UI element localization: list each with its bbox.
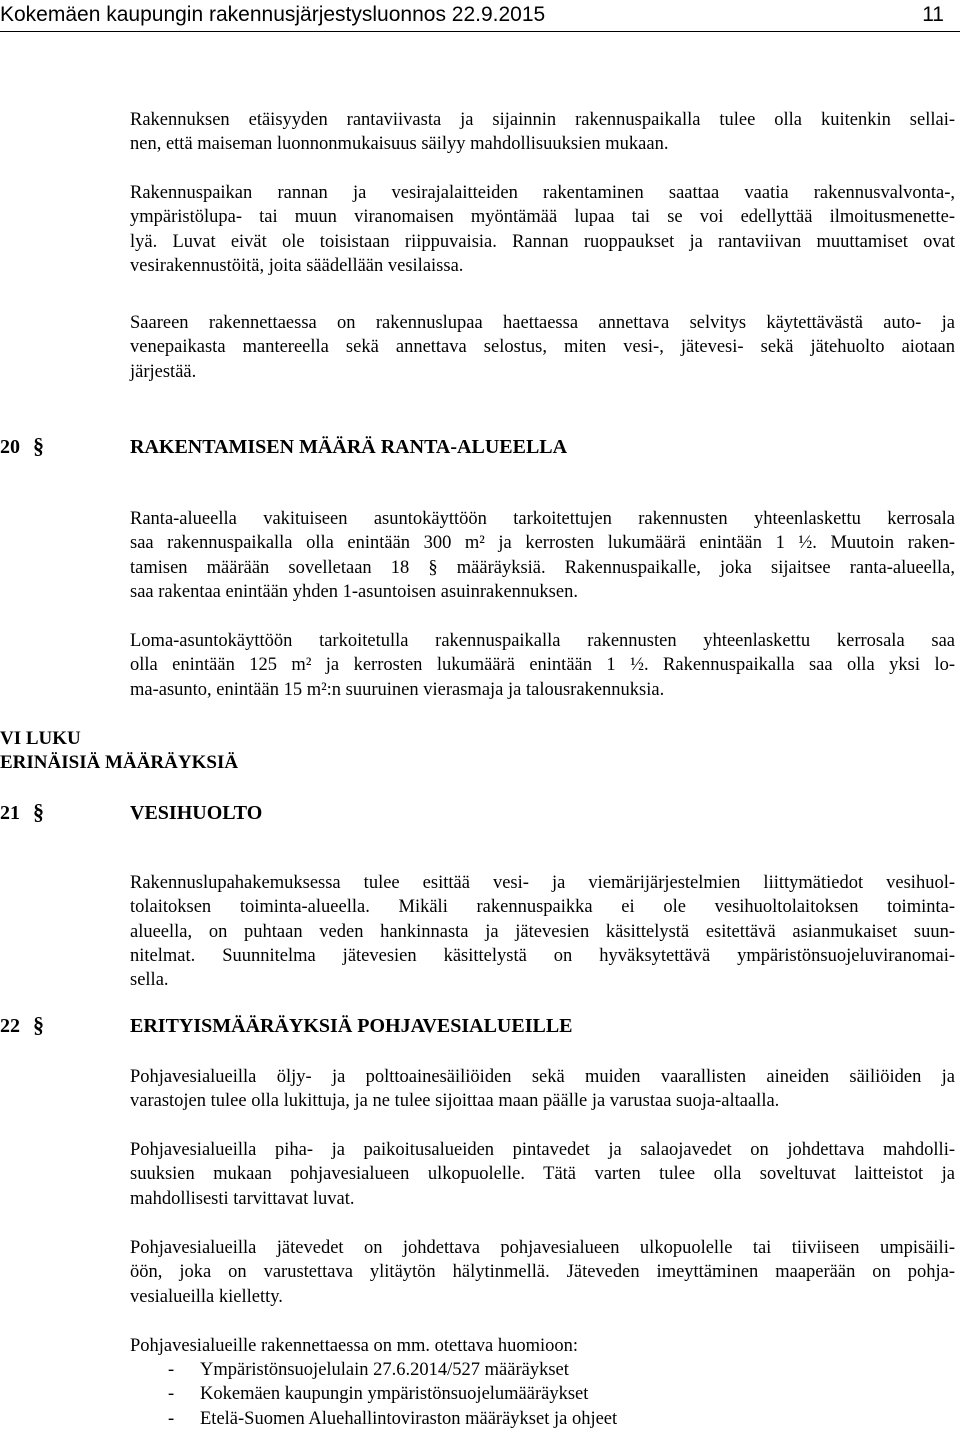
text-line: Pohjavesialueilla öljy- ja polttoainesäiliöiden sekä muiden vaarallisten aineiden säiliöiden ja <box>130 1067 955 1087</box>
list-dash: - <box>168 1360 175 1380</box>
paragraph-wastewater <box>130 1236 955 1309</box>
list-item-text: Kokemäen kaupungin ympäristönsuojelumääräykset <box>200 1384 589 1405</box>
text-line: nen, että maiseman luonnonmukaisuus säilyy mahdollisuuksien mukaan. <box>130 134 669 155</box>
text-line: Saareen rakennettaessa on rakennuslupaa haettaessa annettava selvitys käytettävästä auto- ja <box>130 313 955 333</box>
paragraph-shoreline-distance <box>130 108 955 157</box>
chapter-heading <box>0 727 238 775</box>
text-line: Pohjavesialueilla jätevedet on johdettava pohjavesialueen ulkopuolelle tai tiiviiseen umpisäili- <box>130 1238 955 1258</box>
section-sign: § <box>33 433 44 458</box>
text-line: lyä. Luvat eivät ole toisistaan riippuvaisia. Rannan ruoppaukset ja rantaviivan muuttamiset ovat <box>130 231 955 252</box>
list-item-text: Etelä-Suomen Aluehallintoviraston määräykset ja ohjeet <box>200 1408 618 1429</box>
paragraph-shore-building-volume <box>130 507 955 604</box>
text-line: varastojen tulee olla lukittuja, ja ne tulee sijoittaa maan päälle ja varustaa suoja-altaalla. <box>130 1091 780 1112</box>
regulations-list <box>130 1358 830 1431</box>
chapter-number: VI LUKU <box>0 728 81 749</box>
text-line: öön, joka on varustettava ylitäytön hälytinmellä. Jäteveden imeyttäminen maaperään on pohja- <box>130 1262 955 1283</box>
paragraph-tanks <box>130 1065 955 1114</box>
paragraph-shore-structures <box>130 181 955 278</box>
text-line: olla enintään 125 m² ja kerrosten lukumäärä enintään 1 ½. Rakennuspaikalla saa olla yksi lo- <box>130 655 955 676</box>
text-line: Loma-asuntokäyttöön tarkoitetulla rakennuspaikalla rakennusten yhteenlaskettu kerrosala saa <box>130 631 955 651</box>
section-sign: § <box>33 1012 44 1037</box>
text-line: sella. <box>130 970 169 991</box>
paragraph-surface-water <box>130 1138 955 1211</box>
text-line: tolaitoksen toiminta-alueella. Mikäli rakennuspaikka ei ole vesihuoltolaitoksen toiminta- <box>130 897 955 918</box>
text-line: ma-asunto, enintään 15 m²:n suuruinen vierasmaja ja talousrakennuksia. <box>130 679 665 700</box>
text-line: saa rakentaa enintään yhden 1-asuntoisen asuinrakennuksen. <box>130 581 578 602</box>
text-line: mahdollisesti tarvittavat luvat. <box>130 1188 355 1209</box>
text-line: nitelmat. Suunnitelma jätevesien käsittelystä on hyväksytettävä ympäristönsuojeluviranomai- <box>130 945 955 966</box>
text-line: vesialueilla kielletty. <box>130 1286 283 1307</box>
section-sign: § <box>33 799 44 824</box>
list-item <box>130 1358 830 1382</box>
paragraph-island-building <box>130 311 955 384</box>
section-heading: ERITYISMÄÄRÄYKSIÄ POHJAVESIALUEILLE <box>130 1015 573 1037</box>
text-line: järjestää. <box>130 361 197 382</box>
list-dash: - <box>168 1384 175 1405</box>
text-line: Rakennuspaikan rannan ja vesirajalaitteiden rakentaminen saattaa vaatia rakennusvalvonta-, <box>130 183 955 203</box>
text-line: venepaikasta mantereella sekä annettava selostus, miten vesi-, jätevesi- sekä jätehuolto aiotaan <box>130 337 955 358</box>
section-number: 21 <box>0 802 20 824</box>
header-divider <box>0 31 960 32</box>
text-line: saa rakennuspaikalla olla enintään 300 m² ja kerrosten lukumäärä enintään 1 ½. Muutoin raken- <box>130 533 955 554</box>
list-item <box>130 1407 830 1431</box>
document-title: Kokemäen kaupungin rakennusjärjestysluonnos 22.9.2015 <box>0 3 546 26</box>
paragraph-water-supply <box>130 871 955 992</box>
paragraph-considerations-intro <box>130 1334 955 1358</box>
section-number: 22 <box>0 1015 20 1037</box>
page-number: 11 <box>922 3 944 26</box>
text-line: Rakennuslupahakemuksessa tulee esittää vesi- ja viemärijärjestelmien liittymätiedot vesihuol- <box>130 873 955 893</box>
text-line: alueella, on puhtaan veden hankinnasta ja jätevesien käsittelystä esitettävä asianmukaiset suun- <box>130 921 955 942</box>
list-item-text: Ympäristönsuojelulain 27.6.2014/527 määräykset <box>200 1360 569 1380</box>
text-line: tamisen määrään sovelletaan 18 § määräyksiä. Rakennuspaikalle, joka sijaitsee ranta-alueella, <box>130 557 955 578</box>
paragraph-holiday-building-volume <box>130 629 955 702</box>
text-line: Ranta-alueella vakituiseen asuntokäyttöön tarkoitettujen rakennusten yhteenlaskettu kerrosala <box>130 509 955 529</box>
text-line: Pohjavesialueilla piha- ja paikoitusalueiden pintavedet ja salaojavedet on johdettava mahdolli- <box>130 1140 955 1160</box>
text-line: Rakennuksen etäisyyden rantaviivasta ja sijainnin rakennuspaikalla tulee olla kuitenkin sellai- <box>130 110 955 130</box>
text-line: Pohjavesialueille rakennettaessa on mm. otettava huomioon: <box>130 1336 578 1356</box>
text-line: vesirakennustöitä, joita säädellään vesilaissa. <box>130 255 464 276</box>
text-line: suuksien mukaan pohjavesialueen ulkopuolelle. Tätä varten tulee olla soveltuvat laitteistot ja <box>130 1164 955 1185</box>
list-item <box>130 1382 830 1406</box>
page-header <box>0 2 952 28</box>
section-number: 20 <box>0 436 20 458</box>
section-heading: RAKENTAMISEN MÄÄRÄ RANTA-ALUEELLA <box>130 436 568 458</box>
list-dash: - <box>168 1408 175 1429</box>
text-line: ympäristölupa- tai muun viranomaisen myöntämää lupaa tai se voi edellyttää ilmoitusmenette- <box>130 207 955 228</box>
chapter-title: ERINÄISIÄ MÄÄRÄYKSIÄ <box>0 752 239 773</box>
section-heading: VESIHUOLTO <box>130 802 263 824</box>
